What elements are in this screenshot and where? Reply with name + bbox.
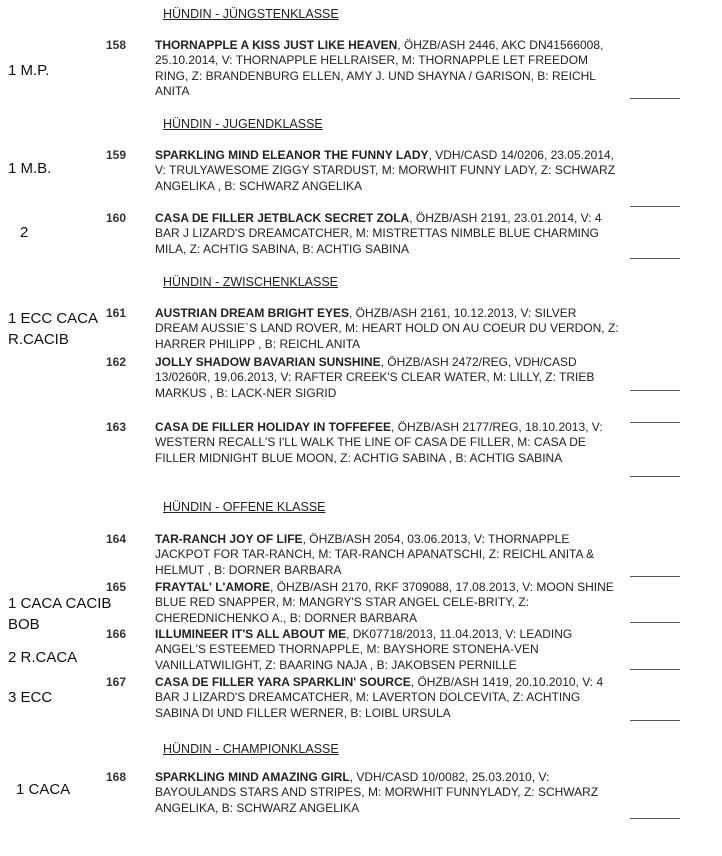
catalog-number: 165 (106, 580, 127, 594)
dog-name: JOLLY SHADOW BAVARIAN SUNSHINE (155, 355, 381, 369)
class-heading-zwischen: HÜNDIN - ZWISCHENKLASSE (163, 275, 339, 289)
dog-details: , ÖHZB/ASH 2446, AKC DN41566008, 25.10.2014, V: THORNAPPLE HELLRAISER, M: THORNAPPLE LET FREEDOM RING, Z: BRANDENBURG ELLEN, AMY J. UND SHAYNA / GARISON, B: REICHL ANITA (155, 38, 604, 99)
catalog-number: 158 (106, 38, 127, 52)
result-line (630, 622, 680, 623)
class-heading-offene: HÜNDIN - OFFENE KLASSE (163, 500, 326, 514)
result-line (630, 818, 680, 819)
catalog-number: 163 (106, 420, 127, 434)
result-line (630, 576, 680, 577)
dog-details: , VDH/CASD 10/0082, 25.03.2010, V: BAYOULANDS STARS AND STRIPES, M: MORWHIT FUNNYLADY, Z: SCHWARZ ANGELIKA, B: SCHWARZ ANGELIKA (155, 770, 599, 815)
class-heading-juengsten: HÜNDIN - JÜNGSTENKLASSE (163, 7, 339, 21)
catalog-number: 159 (106, 148, 127, 162)
dog-details: , DK07718/2013, 11.04.2013, V: LEADING ANGEL'S ESTEEMED THORNAPPLE, M: BAYSHORE STONEHA-VEN VANILLATWILIGHT, Z: BAARING NAJA , B: JAKOBSEN PERNILLE (155, 627, 573, 672)
result-line (630, 720, 680, 721)
dog-name: FRAYTAL' L'AMORE (155, 580, 271, 594)
result-line (630, 422, 680, 423)
dog-details: , VDH/CASD 14/0206, 23.05.2014, V: TRULYAWESOME ZIGGY STARDUST, M: MORWHIT FUNNY LADY, Z: SCHWARZ ANGELIKA , B: SCHWARZ ANGELIKA (155, 148, 616, 193)
result-line (630, 98, 680, 99)
dog-name: CASA DE FILLER HOLIDAY IN TOFFEFEE (155, 420, 392, 434)
catalog-number: 166 (106, 627, 127, 641)
dog-details: , ÖHZB/ASH 1419, 20.10.2010, V: 4 BAR J LIZARD'S DREAMCATCHER, M: LAVERTON DOLCEVITA, Z: ACHTING SABINA DI UND FILLER WERNER, B: LOIBL URSULA (155, 675, 604, 720)
dog-name: SPARKLING MIND AMAZING GIRL (155, 770, 350, 784)
dog-details: , ÖHZB/ASH 2170, RKF 3709088, 17.08.2013, V: MOON SHINE BLUE RED SNAPPER, M: MANGRY'S STAR ANGEL CELE-BRITY, Z: CHEREDNICHENKO A., B: DORNER BARBARA (155, 580, 614, 625)
dog-details: , ÖHZB/ASH 2472/REG, VDH/CASD 13/0260R, 19.06.2013, V: RAFTER CREEK'S CLEAR WATER, M: LILLY, Z: TRIEB MARKUS , B: LACK-NER SIGRID (155, 355, 595, 400)
result-line (630, 206, 680, 207)
result-158: 1 M.P. (8, 62, 50, 79)
dog-name: CASA DE FILLER YARA SPARKLIN' SOURCE (155, 675, 411, 689)
dog-name: CASA DE FILLER JETBLACK SECRET ZOLA (155, 211, 410, 225)
dog-name: ILLUMINEER IT'S ALL ABOUT ME (155, 627, 347, 641)
dog-name: TAR-RANCH JOY OF LIFE (155, 532, 303, 546)
result-166: 2 R.CACA (8, 649, 78, 666)
dog-details: , ÖHZB/ASH 2054, 03.06.2013, V: THORNAPPLE JACKPOT FOR TAR-RANCH, M: TAR-RANCH APANATSCHI, Z: REICHL ANITA & HELMUT , B: DORNER BARBARA (155, 532, 595, 577)
result-line (630, 669, 680, 670)
catalog-number: 161 (106, 306, 127, 320)
catalog-number: 164 (106, 532, 127, 546)
class-heading-jugend: HÜNDIN - JUGENDKLASSE (163, 117, 323, 131)
catalog-number: 160 (106, 211, 127, 225)
dog-details: , ÖHZB/ASH 2191, 23.01.2014, V: 4 BAR J LIZARD'S DREAMCATCHER, M: MISTRETTAS NIMBLE BLUE CHARMING MILA, Z: ACHTIG SABINA, B: ACHTIG SABINA (155, 211, 602, 256)
result-159: 1 M.B. (8, 160, 52, 177)
catalog-number: 167 (106, 675, 127, 689)
result-line (630, 476, 680, 477)
catalog-number: 168 (106, 770, 127, 784)
class-heading-champion: HÜNDIN - CHAMPIONKLASSE (163, 742, 339, 756)
dog-name: AUSTRIAN DREAM BRIGHT EYES (155, 306, 350, 320)
dog-name: SPARKLING MIND ELEANOR THE FUNNY LADY (155, 148, 429, 162)
result-161: 1 ECC CACA R.CACIB (8, 310, 98, 348)
result-165: 1 CACA CACIB BOB (8, 595, 112, 633)
result-160: 2 (20, 224, 29, 241)
dog-details: , ÖHZB/ASH 2177/REG, 18.10.2013, V: WESTERN RECALL'S I'LL WALK THE LINE OF CASA DE FILLER, M: CASA DE FILLER MIDNIGHT BLUE MOON, Z: ACHTIG SABINA , B: ACHTIG SABINA (155, 420, 603, 465)
result-line (630, 258, 680, 259)
result-168: 1 CACA (16, 781, 71, 798)
dog-name: THORNAPPLE A KISS JUST LIKE HEAVEN (155, 38, 398, 52)
result-line (630, 390, 680, 391)
dog-details: , ÖHZB/ASH 2161, 10.12.2013, V: SILVER DREAM AUSSIE`S LAND ROVER, M: HEART HOLD ON AU COEUR DU VERDON, Z: HARRER PHILIPP , B: REICHL ANITA (155, 306, 619, 351)
result-167: 3 ECC (8, 689, 53, 706)
catalog-number: 162 (106, 355, 127, 369)
